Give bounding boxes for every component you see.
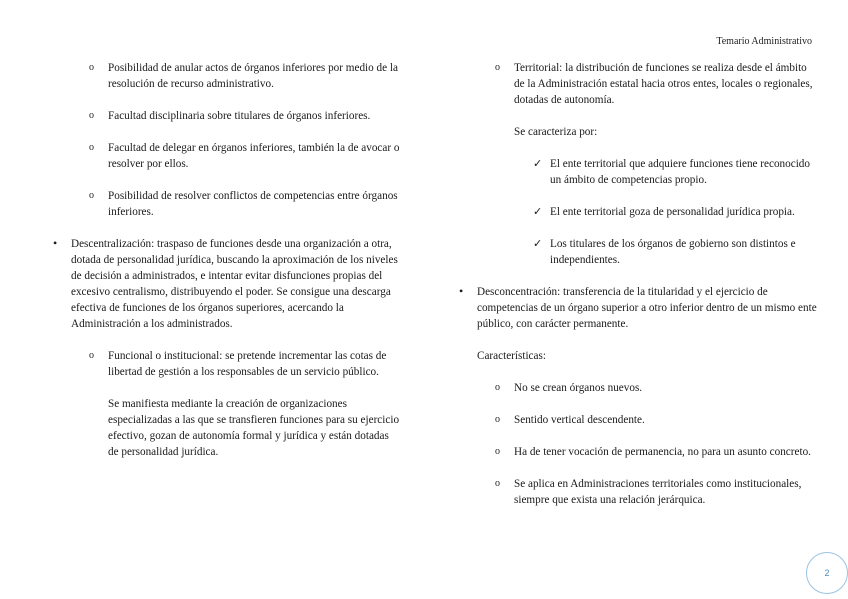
feature-text: Sentido vertical descendente. [514,414,645,426]
check-item [458,236,818,268]
check-item [458,204,818,220]
right-column [458,60,818,524]
feature-text: Se aplica en Administraciones territoriales como institucionales, siempre que exista una relación jerárquica. [514,478,802,506]
circle-bullet-icon: o [89,350,94,361]
circle-bullet-icon: o [495,382,500,393]
feature-text: No se crean órganos nuevos. [514,382,643,394]
funcional-note: Se manifiesta mediante la creación de organizaciones especializadas a las que se transfieren funciones para su ejercicio efectivo, gozan de autonomía formal y jurídica y están dotadas de personalidad jurídica. [108,398,400,458]
header-title: Temario Administrativo [716,36,812,47]
check-item-text: El ente territorial goza de personalidad jurídica propia. [550,206,795,218]
left-column [52,60,402,476]
bullet-icon: • [53,236,58,250]
circle-bullet-icon: o [495,62,500,73]
list-item-text: Posibilidad de resolver conflictos de competencias entre órganos inferiores. [108,190,398,218]
check-item-text: Los titulares de los órganos de gobierno son distintos e independientes. [550,238,796,266]
funcional-text: Funcional o institucional: se pretende incrementar las cotas de libertad de gestión a los responsables de un servicio público. [108,350,387,378]
list-item-text: Facultad disciplinaria sobre titulares de órganos inferiores. [108,110,371,122]
check-item [458,156,818,188]
circle-bullet-icon: o [89,110,94,121]
territorial-text: Territorial: la distribución de funciones se realiza desde el ámbito de la Administración estatal hacia otros entes, locales o regionales, dotadas de autonomía. [514,62,813,106]
list-item-descentralizacion [52,236,402,332]
list-item [52,188,402,220]
list-item [458,444,818,460]
list-item [52,60,402,92]
caracteristicas-label [458,348,818,364]
list-item [52,140,402,172]
circle-bullet-icon: o [495,478,500,489]
desconcentracion-text: Desconcentración: transferencia de la titularidad y el ejercicio de competencias de un órgano superior a otro inferior dentro de un mismo ente público, con carácter permanente. [477,286,817,330]
list-item-desconcentracion [458,284,818,332]
circle-bullet-icon: o [89,62,94,73]
list-item [458,380,818,396]
list-item [458,412,818,428]
feature-text: Ha de tener vocación de permanencia, no para un asunto concreto. [514,446,811,458]
checkmark-icon: ✓ [533,158,543,170]
descentralizacion-text: Descentralización: traspaso de funciones desde una organización a otra, dotada de personalidad jurídica, buscando la aproximación de los niveles de decisión a administrados, e intentar evitar disfunciones propias del excesivo centralismo, distribuyendo el poder. Se consigue una descarga efectiva de funciones de los órganos superiores, acercando la Administración a los administrados. [71,238,398,330]
page-number: 2 [806,552,848,594]
list-item-text: Facultad de delegar en órganos inferiores, también la de avocar o resolver por ellos. [108,142,400,170]
list-item-text: Posibilidad de anular actos de órganos inferiores por medio de la resolución de recurso administrativo. [108,62,398,90]
checkmark-icon: ✓ [533,238,543,250]
check-item-text: El ente territorial que adquiere funciones tiene reconocido un ámbito de competencias propio. [550,158,810,186]
caracteriza-label: Se caracteriza por: [514,126,598,138]
bullet-icon: • [459,284,464,298]
caracteristicas-text: Características: [477,350,546,362]
list-item [458,476,818,508]
list-item-funcional [52,348,402,380]
list-item-territorial [458,60,818,108]
circle-bullet-icon: o [495,446,500,457]
circle-bullet-icon: o [495,414,500,425]
circle-bullet-icon: o [89,190,94,201]
list-item [52,108,402,124]
checkmark-icon: ✓ [533,206,543,218]
circle-bullet-icon: o [89,142,94,153]
